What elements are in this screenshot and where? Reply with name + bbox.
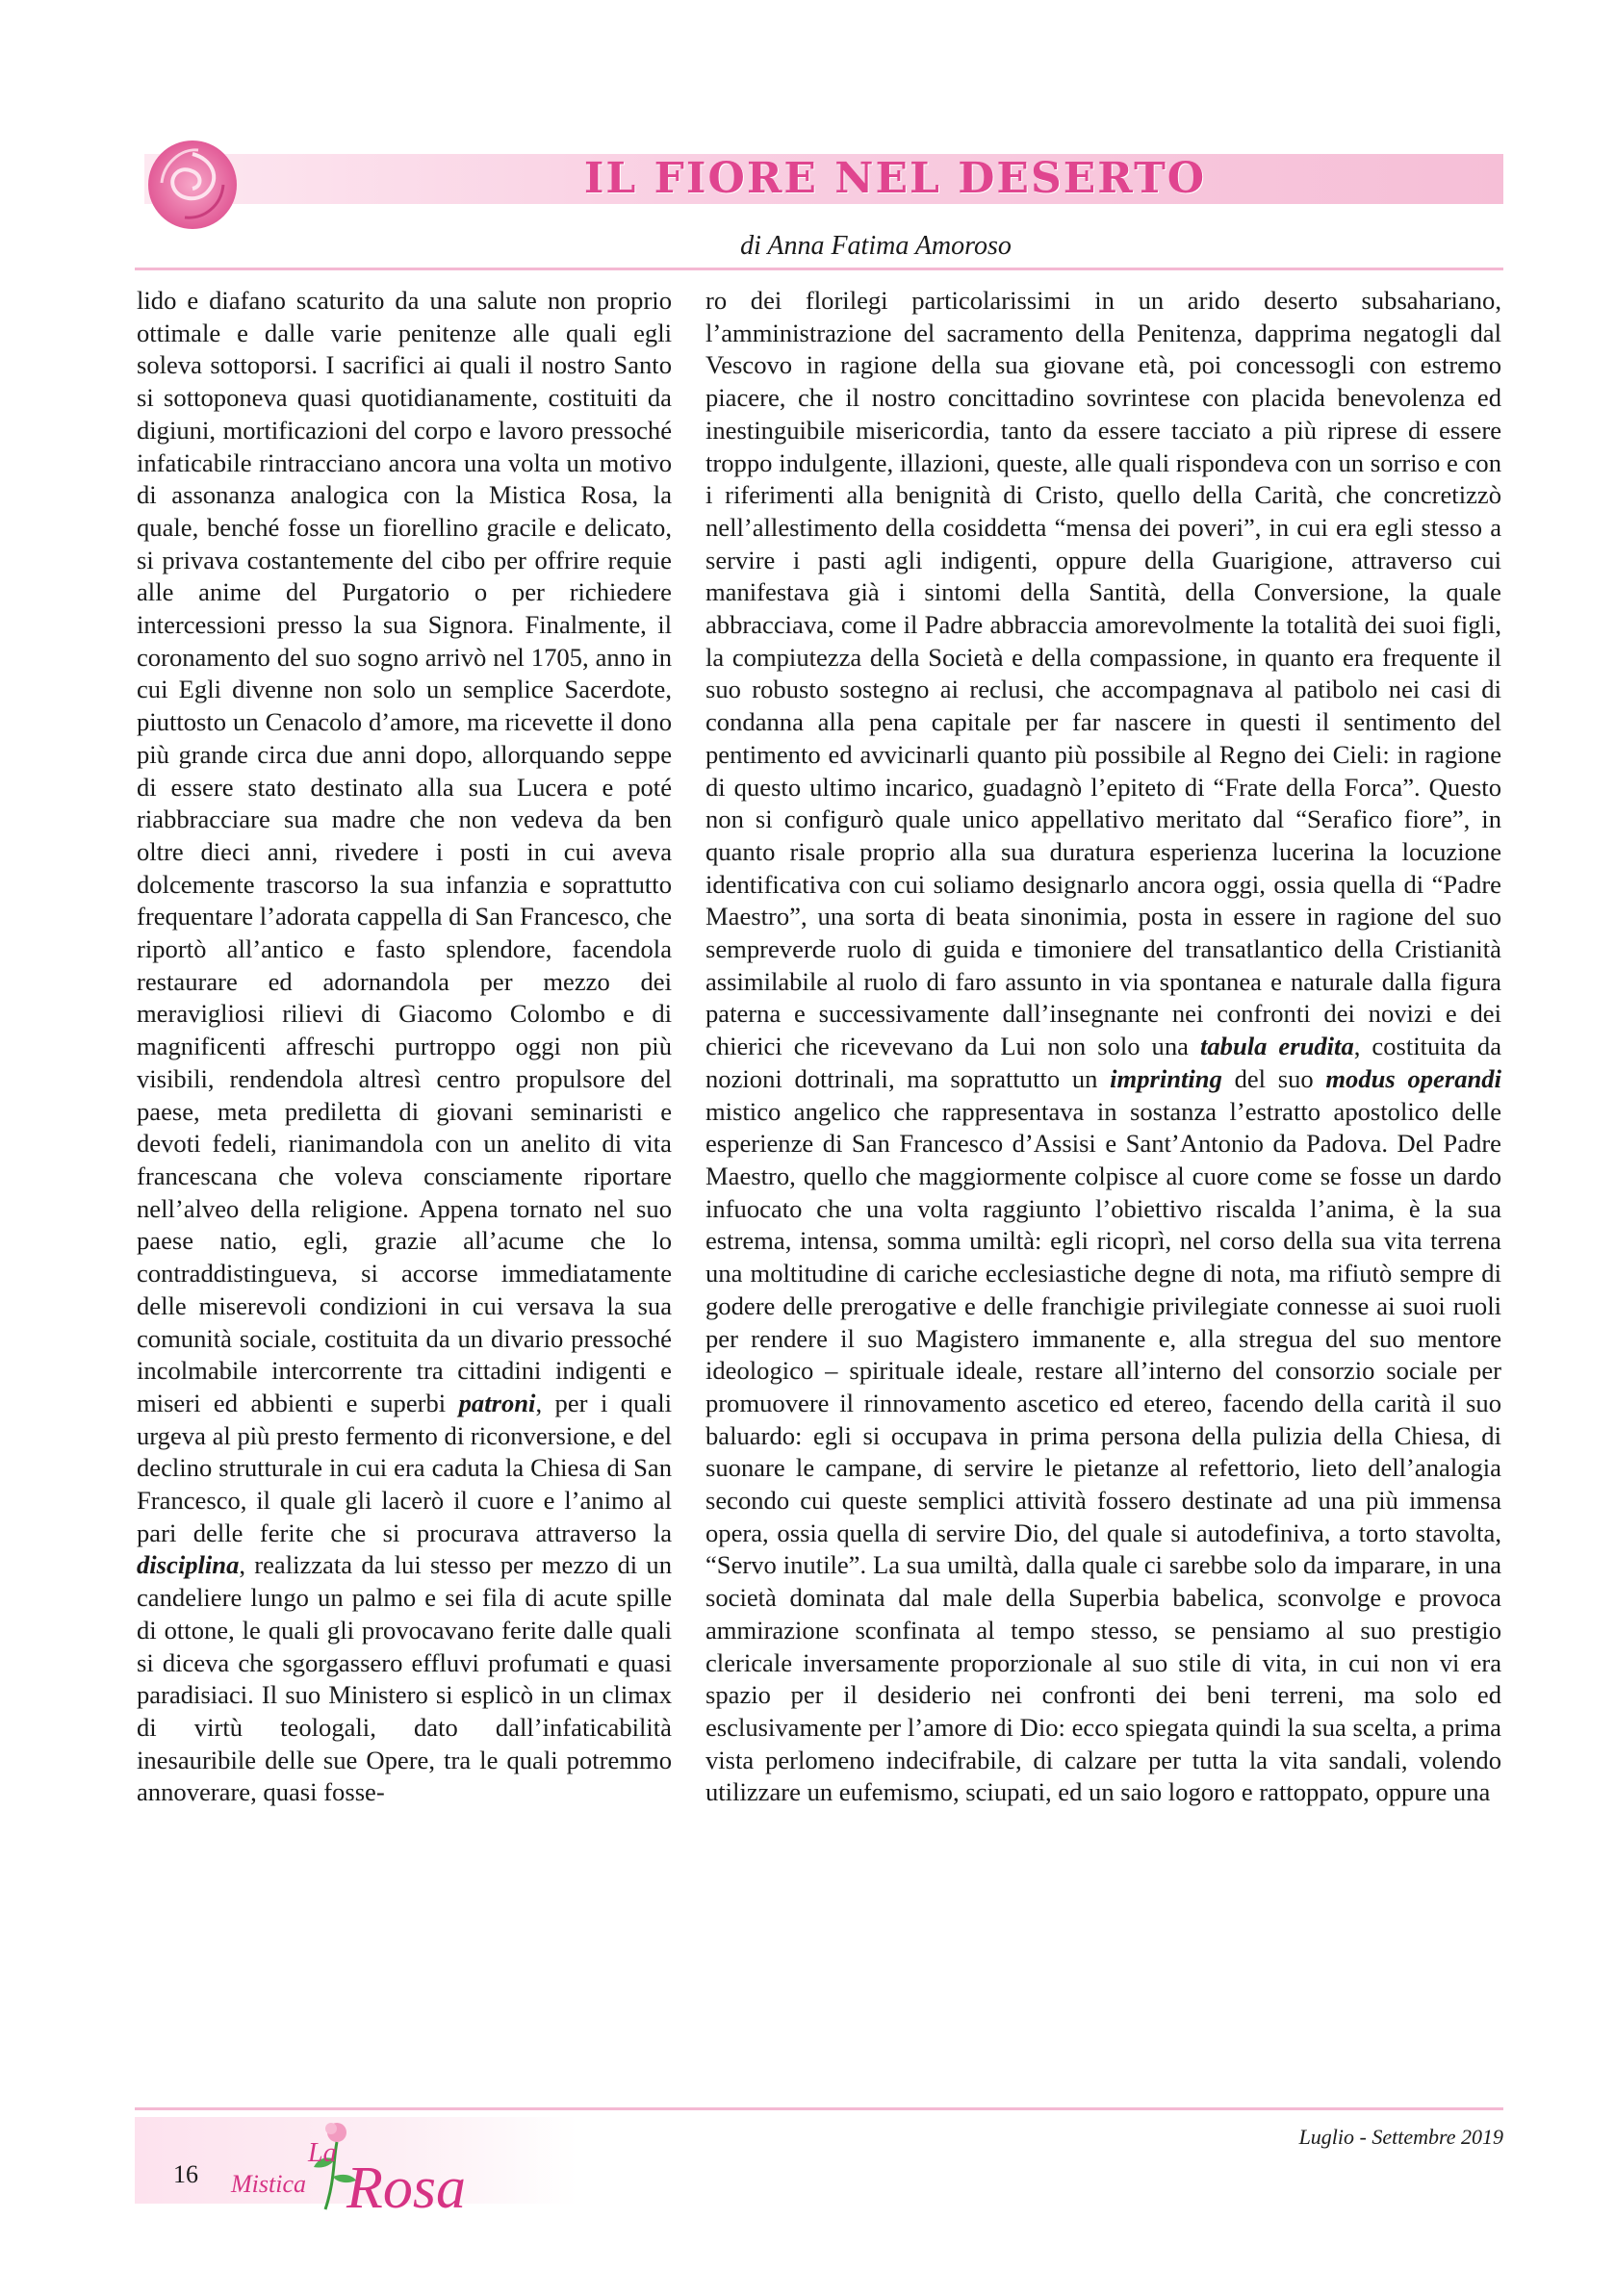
page-number: 16: [173, 2160, 198, 2188]
header-divider: [135, 268, 1503, 270]
text-run: , per i quali urgeva al più presto fermento di riconversione, e del declino strutturale in cui era caduta la Chiesa di San Francesco, il quale gli lacerò il cuore e l’animo al pari delle ferite che si procurava attraverso la: [137, 1388, 672, 1547]
logo-text-la: La: [308, 2138, 337, 2168]
text-run: , realizzata da lui stesso per mezzo di un candeliere lungo un palmo e sei fila di acute spille di ottone, le quali gli provocavano ferite dalle quali si diceva che sgorgassero effluvi profumati e quasi paradisiaci. Il suo Ministero si esplicò in un climax di virtù teologali, dato dall’infaticabilità inesauribile delle sue Opere, tra le quali potremmo annoverare, quasi fosse-: [137, 1550, 672, 1807]
emphasis-imprinting: imprinting: [1110, 1063, 1222, 1093]
la-mistica-rosa-logo: [212, 2113, 500, 2219]
emphasis-modus-operandi: modus operandi: [1325, 1063, 1501, 1093]
column-right-text: [705, 285, 1501, 1809]
text-run: lido e diafano scaturito da una salute non proprio ottimale e dalle varie penitenze alle quali egli soleva sottoporsi. I sacrifici ai quali il nostro Santo si sottoponeva quasi quotidianamente, costituiti da digiuni, mortificazioni del corpo e lavoro pressoché infaticabile rintracciano ancora una volta un motivo di assonanza analogica con la Mistica Rosa, la quale, benché fosse un fiorellino gracile e delicato, si privava costantemente del cibo per offrire requie alle anime del Purgatorio o per richiedere intercessioni presso la sua Signora. Finalmente, il coronamento del suo sogno arrivò nel 1705, anno in cui Egli divenne non solo un semplice Sacerdote, piuttosto un Cenacolo d’amore, ma ricevette il dono più grande circa due anni dopo, allorquando seppe di essere stato destinato alla sua Lucera e poté riabbracciare sua madre che non vedeva da ben oltre dieci anni, rivedere i posti in cui aveva dolcemente trascorso la sua infanzia e soprattutto frequentare l’adorata cappella di San Francesco, che riportò all’antico e fasto splendore, facendola restaurare ed adornandola per mezzo dei meravigliosi rilievi di Giacomo Colombo e di magnificenti affreschi purtroppo oggi non più visibili, rendendola altresì centro propulsore del paese, meta prediletta di giovani seminaristi e devoti fedeli, rianimandola con un anelito di vita francescana che voleva consciamente riportare nell’alveo della religione. Appena tornato nel suo paese natio, egli, grazie all’acume che lo contraddistingueva, si accorse immediatamente delle miserevoli condizioni in cui versava la sua comunità sociale, costituita da un divario pressoché incolmabile intercorrente tra cittadini indigenti e miseri ed abbienti e superbi: [137, 286, 672, 1417]
text-run: , costituita da nozioni dottrinali, ma soprattutto un: [705, 1032, 1501, 1093]
logo-text-rosa: Rosa: [346, 2156, 466, 2219]
pink-rose-icon: [135, 125, 250, 241]
emphasis-tabula-erudita: tabula erudita: [1199, 1032, 1354, 1061]
emphasis-disciplina: disciplina: [137, 1550, 240, 1580]
page-title: IL FIORE NEL DESERTO: [583, 154, 1207, 203]
emphasis-patroni: patroni: [458, 1388, 536, 1417]
column-left-text: [137, 285, 672, 1809]
logo-text-mistica: Mistica: [231, 2170, 306, 2198]
footer-divider: [135, 2107, 1503, 2110]
text-run: del suo: [1221, 1063, 1326, 1093]
article-column-left: [137, 285, 672, 2084]
text-run: ro dei florilegi particolarissimi in un arido deserto subsahariano, l’amministrazione del sacramento della Penitenza, dapprima negatogli dal Vescovo in ragione della sua giovane età, poi concessogli con estremo piacere, che il nostro concittadino sovrintese con placida benevolenza ed inestinguibile misericordia, tanto da essere tacciato a più riprese di essere troppo indulgente, illazioni, queste, alle quali rispondeva con un sorriso e con i riferimenti alla benignità di Cristo, quello della Carità, che concretizzò nell’allestimento della cosiddetta “mensa dei poveri”, in cui era egli stesso a servire i pasti agli indigenti, oppure della Guarigione, attraverso cui manifestava già i sintomi della Santità, della Conversione, la quale abbracciava, come il Padre abbraccia amorevolmente la totalità dei suoi figli, la compiutezza della Società e della compassione, in quanto era frequente il suo robusto sostegno ai reclusi, che accompagnava al patibolo nei casi di condanna alla pena capitale per far nascere in questi il sentimento del pentimento ed avvicinarli quanto più possibile al Regno dei Cieli: in ragione di questo ultimo incarico, guadagnò l’epiteto di “Frate della Forca”. Questo non si configurò quale unico appellativo meritato dal “Serafico fiore”, in quanto risale proprio alla sua duratura esperienza lucerina la locuzione identificativa con cui soliamo designarlo ancora oggi, ossia quella di “Padre Maestro”, una sorta di beata sinonimia, posta in essere in ragione del suo sempreverde ruolo di guida e timoniere del transatlantico della Cristianità assimilabile al ruolo di faro assunto in via spontanea e naturale dalla figura paterna e successivamente dall’insegnante nei confronti dei novizi e dei chierici che ricevevano da Lui non solo una: [705, 286, 1501, 1061]
author-byline: di Anna Fatima Amoroso: [740, 231, 1012, 261]
article-column-right: [705, 285, 1501, 2084]
text-run: mistico angelico che rappresentava in sostanza l’estratto apostolico delle esperienze di San Francesco d’Assisi e Sant’Antonio da Padova. Del Padre Maestro, quello che maggiormente colpisce al cuore come se fosse un dardo infuocato che una volta raggiunto l’obiettivo riscalda l’anima, è la sua estrema, intensa, somma umiltà: egli ricoprì, nel corso della sua vita terrena una moltitudine di cariche ecclesiastiche degne di nota, ma rifiutò sempre di godere delle prerogative e delle franchigie privilegiate connesse ai suoi ruoli per rendere il suo Magistero immanente e, alla stregua del suo mentore ideologico – spirituale ideale, restare all’interno del consorzio sociale per promuovere il rinnovamento ascetico ed etereo, facendo della carità il suo baluardo: egli si occupava in prima persona della pulizia della Chiesa, di suonare le campane, di servire le pietanze al refettorio, lieto dell’analogia secondo cui queste semplici attività fossero destinate ad una più immensa opera, ossia quella di servire Dio, del quale si autodefiniva, a torto stavolta, “Servo inutile”. La sua umiltà, dalla quale ci sarebbe solo da imparare, in una società dominata dal male della Superbia babelica, sconvolge e provoca ammirazione sconfinata al tempo stesso, se pensiamo al suo prestigio clericale inversamente proporzionale al suo stile di vita, in cui non vi era spazio per il desiderio nei confronti dei beni terreni, ma solo ed esclusivamente per l’amore di Dio: ecco spiegata quindi la sua scelta, a prima vista perlomeno indecifrabile, di calzare per tutta la vita sandali, volendo utilizzare un eufemismo, sciupati, ed un saio logoro e rattoppato, oppure una: [705, 1096, 1501, 1807]
issue-date: Luglio - Settembre 2019: [1298, 2125, 1503, 2149]
